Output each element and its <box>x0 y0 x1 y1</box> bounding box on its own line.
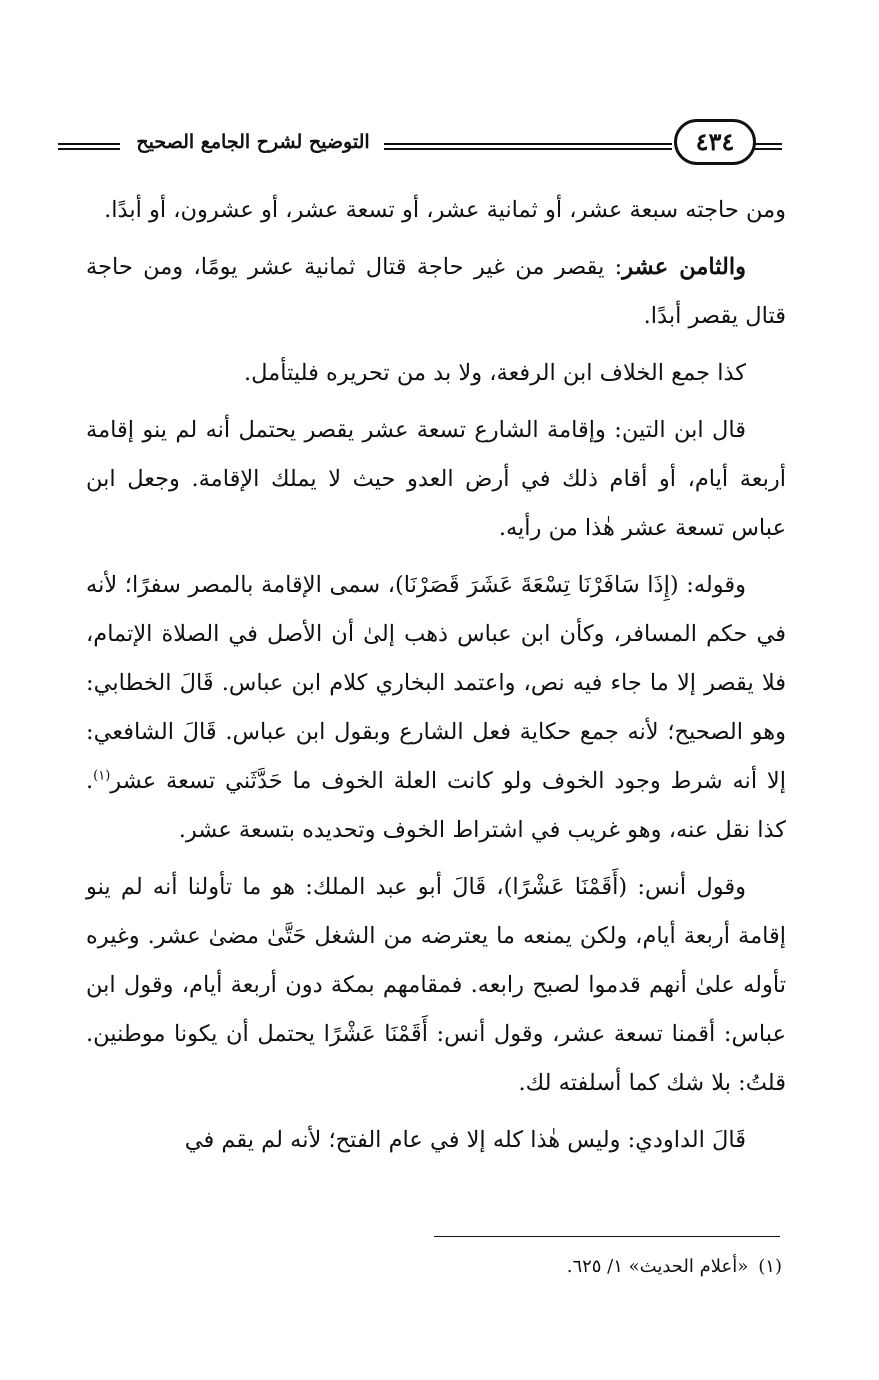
paragraph-1: ومن حاجته سبعة عشر، أو ثمانية عشر، أو تسعة عشر، أو عشرون، أو أبدًا. <box>104 197 786 223</box>
footnote-reference[interactable]: (١) <box>93 768 111 784</box>
paragraph-2-text: : يقصر من غير حاجة قتال ثمانية عشر يومًا، ومن حاجة قتال يقصر أبدًا. <box>86 254 786 329</box>
footnote-number: (١) <box>758 1256 782 1277</box>
running-title: التوضيح لشرح الجامع الصحيح <box>136 131 370 153</box>
paragraph-5-text-end: . كذا نقل عنه، وهو غريب في اشتراط الخوف وتحديده بتسعة عشر. <box>86 768 786 843</box>
paragraph-5 <box>86 561 786 855</box>
header-rule-right <box>754 143 782 150</box>
page-number: ٤٣٤ <box>674 119 756 165</box>
main-text <box>86 186 786 1173</box>
footnote <box>420 1254 782 1280</box>
footnote-text: «أعلام الحديث» ١/ ٦٢٥. <box>566 1256 749 1277</box>
paragraph-6: وقول أنس: (أَقَمْنَا عَشْرًا)، قَالَ أبو عبد الملك: هو ما تأولنا أنه لم ينو إقامة أربعة أيام، ولكن يمنعه ما يعترضه من الشغل حَتَّىٰ مضىٰ عشر. وغيره تأوله علىٰ أنهم قدموا لصبح رابعه. فمقامهم بمكة دون أربعة أيام، وقول ابن عباس: أقمنا تسعة عشر، وقول أنس: أَقَمْنَا عَشْرًا يحتمل أن يكونا موطنين. قلتُ: بلا شك كما أسلفته لك. <box>86 874 786 1096</box>
paragraph-4: قال ابن التين: وإقامة الشارع تسعة عشر يقصر يحتمل أنه لم ينو إقامة أربعة أيام، أو أقام ذلك في أرض العدو حيث لا يملك الإقامة. وجعل ابن عباس تسعة عشر هٰذا من رأيه. <box>86 417 786 541</box>
paragraph-7: قَالَ الداودي: وليس هٰذا كله إلا في عام الفتح؛ لأنه لم يقم في <box>184 1127 746 1153</box>
header-rule-left <box>58 143 120 150</box>
paragraph-3: كذا جمع الخلاف ابن الرفعة، ولا بد من تحريره فليتأمل. <box>243 360 746 386</box>
paragraph-2 <box>86 243 786 341</box>
paragraph-2-lead: والثامن عشر <box>622 254 747 280</box>
running-header <box>58 117 782 173</box>
paragraph-5-text: وقوله: (إِذَا سَافَرْنَا تِسْعَةَ عَشَرَ قَصَرْنَا)، سمى الإقامة بالمصر سفرًا؛ لأنه في حكم المسافر، وكأن ابن عباس ذهب إلىٰ أن الأصل في الصلاة الإتمام، فلا يقصر إلا ما جاء فيه نص، واعتمد البخاري كلام ابن عباس. قَالَ الخطابي: وهو الصحيح؛ لأنه جمع حكاية فعل الشارع وبقول ابن عباس. قَالَ الشافعي: إلا أنه شرط وجود الخوف ولو كانت العلة الخوف ما حَدَّثَني تسعة عشر <box>86 572 786 794</box>
footnote-separator <box>434 1236 780 1237</box>
header-rule-middle <box>384 143 672 150</box>
